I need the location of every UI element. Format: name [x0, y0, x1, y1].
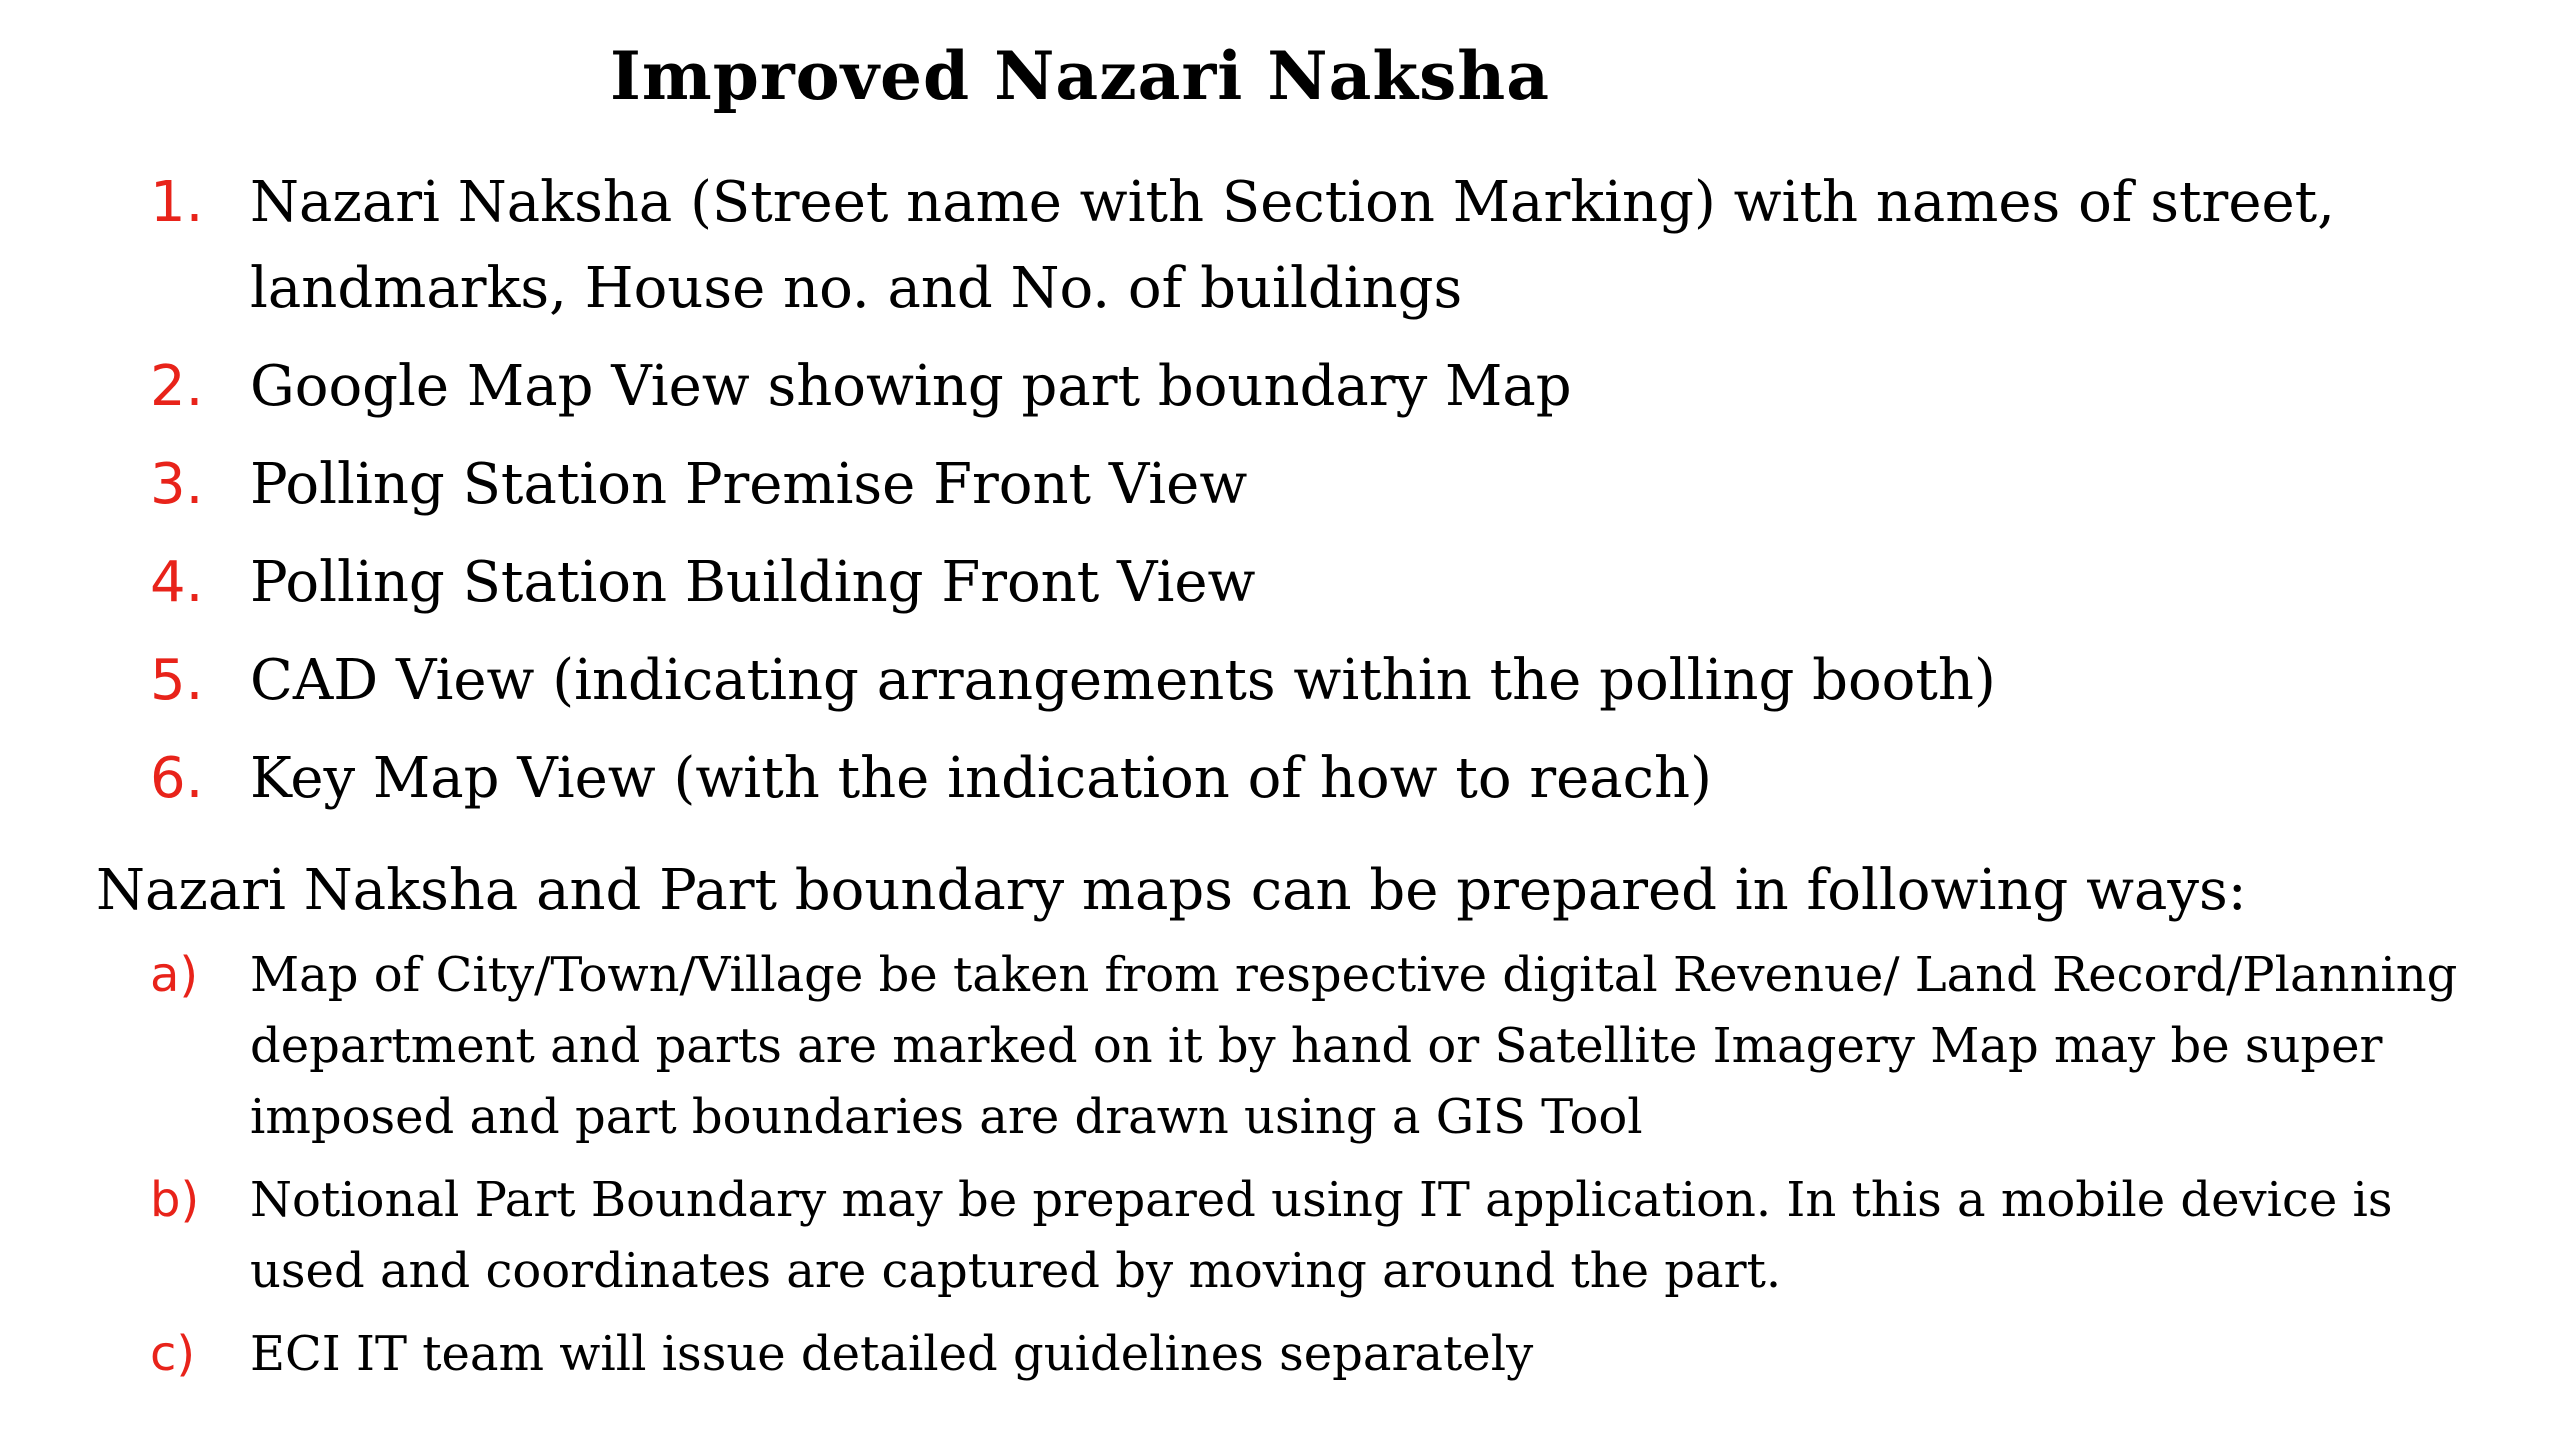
list-marker: 6.	[150, 746, 204, 811]
list-item-text: Polling Station Premise Front View	[250, 452, 1248, 517]
sub-list-item-a	[150, 940, 2510, 1153]
list-marker: 2.	[150, 354, 204, 419]
list-item-text: Nazari Naksha (Street name with Section Marking) with names of street, landmarks, House no. and No. of buildings	[250, 170, 2335, 321]
list-marker: 3.	[150, 452, 204, 517]
list-item-text: ECI IT team will issue detailed guidelines separately	[250, 1326, 1534, 1382]
sub-list-item-b	[150, 1165, 2510, 1307]
list-marker: b)	[150, 1172, 200, 1228]
main-list-item-4	[150, 540, 2510, 626]
list-item-text: Key Map View (with the indication of how to reach)	[250, 746, 1712, 811]
list-item-text: CAD View (indicating arrangements within the polling booth)	[250, 648, 1996, 713]
main-list-item-3	[150, 442, 2510, 528]
list-item-text: Map of City/Town/Village be taken from respective digital Revenue/ Land Record/Planning department and parts are marked on it by hand or Satellite Imagery Map may be super imposed and part boundaries are drawn using a GIS Tool	[250, 947, 2458, 1145]
list-item-text: Google Map View showing part boundary Map	[250, 354, 1572, 419]
list-marker: 1.	[150, 170, 204, 235]
list-item-text: Polling Station Building Front View	[250, 550, 1256, 615]
main-list-item-5	[150, 638, 2510, 724]
sub-list	[150, 940, 2510, 1402]
list-marker: 4.	[150, 550, 204, 615]
list-item-text: Notional Part Boundary may be prepared using IT application. In this a mobile device is used and coordinates are captured by moving around the part.	[250, 1172, 2393, 1299]
list-marker: c)	[150, 1326, 196, 1382]
main-list-item-1	[150, 160, 2510, 332]
list-marker: a)	[150, 947, 199, 1003]
list-marker: 5.	[150, 648, 204, 713]
subheading: Nazari Naksha and Part boundary maps can be prepared in following ways:	[96, 858, 2247, 923]
sub-list-item-c	[150, 1319, 2510, 1390]
main-list	[150, 160, 2510, 834]
slide-title: Improved Nazari Naksha	[609, 37, 1550, 115]
main-list-item-2	[150, 344, 2510, 430]
main-list-item-6	[150, 736, 2510, 822]
